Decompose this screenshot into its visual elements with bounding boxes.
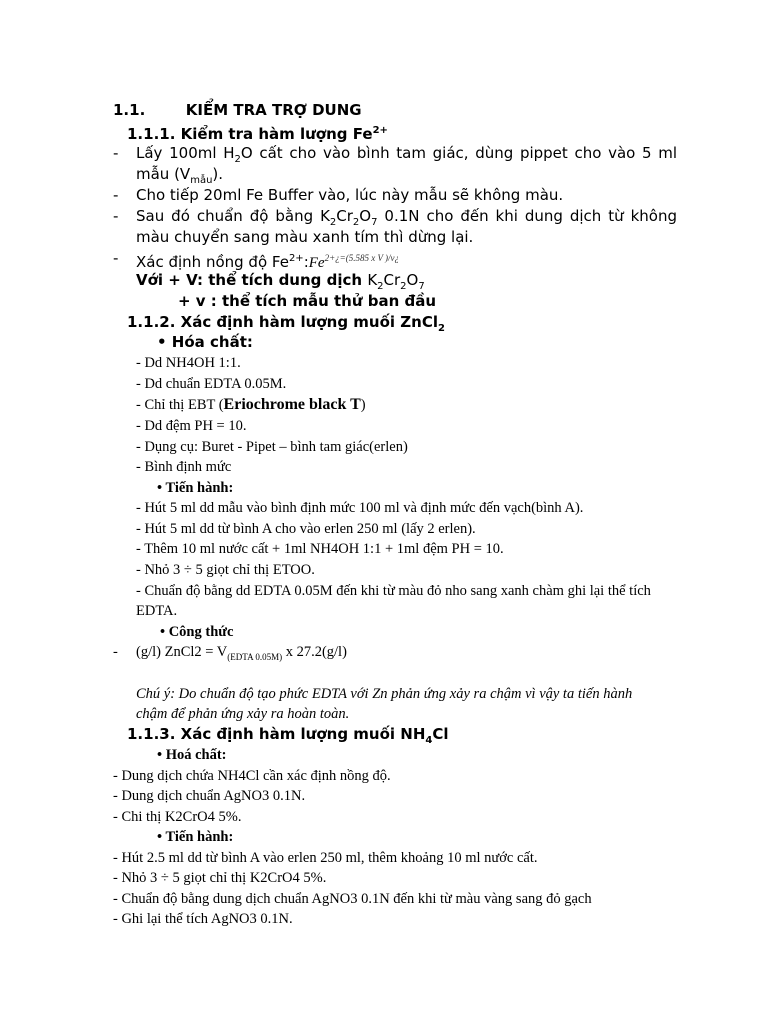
list-item: - Dung dịch chuẩn AgNO3 0.1N.	[113, 788, 306, 804]
bullet-heading-procedure: • Tiến hành:	[157, 480, 234, 496]
subsection-title-fe: 1.1.1. Kiểm tra hàm lượng $Fe^{2+}$	[127, 125, 388, 143]
procedure-step: - Hút 5 ml dd từ bình A cho vào erlen 250 ml (lấy 2 erlen).	[136, 521, 476, 537]
list-item-continuation: màu chuyển sang màu xanh tím thì dừng lại.	[136, 228, 474, 246]
fe-formula-expression: 2+¿=(5.585 x V )/v¿	[324, 253, 400, 263]
procedure-step: - Hút 5 ml dd mẫu vào bình định mức 100 ml và định mức đến vạch(bình A).	[136, 500, 584, 516]
list-item: - Dung dịch chứa NH4Cl cần xác định nồng độ.	[113, 768, 391, 784]
note-line: chậm để phản ứng xảy ra hoàn toàn.	[136, 706, 350, 722]
list-item: - Dd đệm PH = 10.	[136, 418, 247, 434]
list-item-continuation: mẫu $(V_{mẫu})$.	[136, 165, 224, 186]
list-item: - Chỉ thị EBT (Eriochrome black T)	[136, 396, 366, 413]
section-title: KIỂM TRA TRỢ DUNG	[185, 101, 362, 119]
bullet-heading-chemicals: • Hóa chất:	[157, 333, 253, 351]
procedure-step: - Nhỏ 3 ÷ 5 giọt chỉ thị K2CrO4 5%.	[113, 870, 327, 886]
bullet-heading-chemicals: • Hoá chất:	[157, 747, 227, 763]
formula-legend-V: Với + V: thể tích dung dịch $K_2Cr_2O_7$	[136, 271, 425, 292]
list-item: - Dd chuẩn EDTA 0.05M.	[136, 376, 287, 392]
procedure-step: - Thêm 10 ml nước cất + 1ml NH4OH 1:1 + 1ml đệm PH = 10.	[136, 541, 504, 557]
procedure-step-continuation: EDTA.	[136, 603, 178, 619]
subsection-title-zncl2: 1.1.2. Xác định hàm lượng muối ZnCl$_2$	[127, 313, 445, 334]
procedure-step: - Chuẩn độ bằng dung dịch chuẩn AgNO3 0.1N đến khi từ màu vàng sang đỏ gạch	[113, 891, 592, 907]
subsection-title-nh4cl: 1.1.3. Xác định hàm lượng muối $NH_4Cl$	[127, 725, 449, 746]
list-item: - Bình định mức	[136, 459, 232, 475]
document-page: 1.1. KIỂM TRA TRỢ DUNG 1.1.1. Kiểm tra hàm lượng $Fe^{2+}$ - Lấy 100ml $H_2O$ cất cho vào bình tam giác, dùng pippet cho vào 5 ml mẫu $(V_{mẫu})$. - Cho tiếp 20ml Fe Buffer vào, lúc này mẫu sẽ không màu. - Sau đó chuẩn độ bằng $K_2Cr_2O_7$ 0.1N cho đến khi dung dịch từ không màu chuyển sang màu xanh tím thì dừng lại. - Xác định nồng độ $Fe^{2+}:Fe^{2+¿=(5.585 x V )/v¿}$ Với + V: thể tích dung dịch $K_2Cr_2O_7$ + v : thể tích mẫu thử ban đầu 1.1.2. Xác định hàm lượng muối ZnCl$_2$ • Hóa chất: - Dd NH4OH 1:1. - Dd chuẩn EDTA 0.05M. - Chỉ thị EBT (Eriochrome black T) - Dd đệm PH = 10. - Dụng cụ: Buret - Pipet – bình tam giác(erlen) - Bình định mức • Tiến hành: - Hút 5 ml dd mẫu vào bình định mức 100 ml và định mức đến vạch(bình A). - Hút 5 ml dd từ bình A cho vào erlen 250 ml (lấy 2 erlen). - Thêm 10 ml nước cất + 1ml NH4OH 1:1 + 1ml đệm PH = 10. - Nhỏ 3 ÷ 5 giọt chỉ thị ETOO. - Chuẩn độ bằng dd EDTA 0.05M đến khi từ màu đỏ nho sang xanh chàm ghi lại thể tích EDTA. • Công thức - (g/l) ZnCl2 = $V_{(EDTA 0.05M)}$ x 27.2(g/l) Chú ý: Do chuẩn độ tạo phức EDTA với Zn phản ứng xảy ra chậm vì vậy ta tiến hành chậm để phản ứng xảy ra hoàn toàn. 1.1.3. Xác định hàm lượng muối $NH_4Cl$ • Hoá chất: - Dung dịch chứa NH4Cl cần xác định nồng độ. - Dung dịch chuẩn AgNO3 0.1N. - Chi thị K2CrO4 5%. • Tiến hành: - Hút 2.5 ml dd từ bình A vào erlen 250 ml, thêm khoảng 10 ml nước cất. - Nhỏ 3 ÷ 5 giọt chỉ thị K2CrO4 5%. - Chuẩn độ bằng dung dịch chuẩn AgNO3 0.1N đến khi từ màu vàng sang đỏ gạch - Ghi lại thể tích AgNO3 0.1N.	[113, 101, 678, 927]
bullet-heading-formula: • Công thức	[160, 624, 234, 640]
list-item: - Dd NH4OH 1:1.	[136, 355, 241, 371]
procedure-step: - Ghi lại thể tích AgNO3 0.1N.	[113, 911, 293, 927]
procedure-step: - Nhỏ 3 ÷ 5 giọt chỉ thị ETOO.	[136, 562, 315, 578]
list-item: - Dụng cụ: Buret - Pipet – bình tam giác(erlen)	[136, 439, 408, 455]
fe-formula: Fe	[308, 255, 325, 271]
procedure-step: - Chuẩn độ bằng dd EDTA 0.05M đến khi từ màu đỏ nho sang xanh chàm ghi lại thể tích	[136, 583, 651, 599]
list-item: - Chi thị K2CrO4 5%.	[113, 809, 242, 825]
section-heading	[113, 100, 362, 120]
list-item-text: Lấy 100ml $H_2O$ cất cho vào bình tam giác, dùng pippet cho vào 5 ml	[136, 144, 678, 165]
bullet-heading-procedure: • Tiến hành:	[157, 829, 234, 845]
procedure-step: - Hút 2.5 ml dd từ bình A vào erlen 250 ml, thêm khoảng 10 ml nước cất.	[113, 850, 538, 866]
formula-legend-v: + v : thể tích mẫu thử ban đầu	[178, 292, 437, 310]
note-line: Chú ý: Do chuẩn độ tạo phức EDTA với Zn phản ứng xảy ra chậm vì vậy ta tiến hành	[136, 686, 633, 702]
section-number: 1.1.	[113, 101, 146, 119]
